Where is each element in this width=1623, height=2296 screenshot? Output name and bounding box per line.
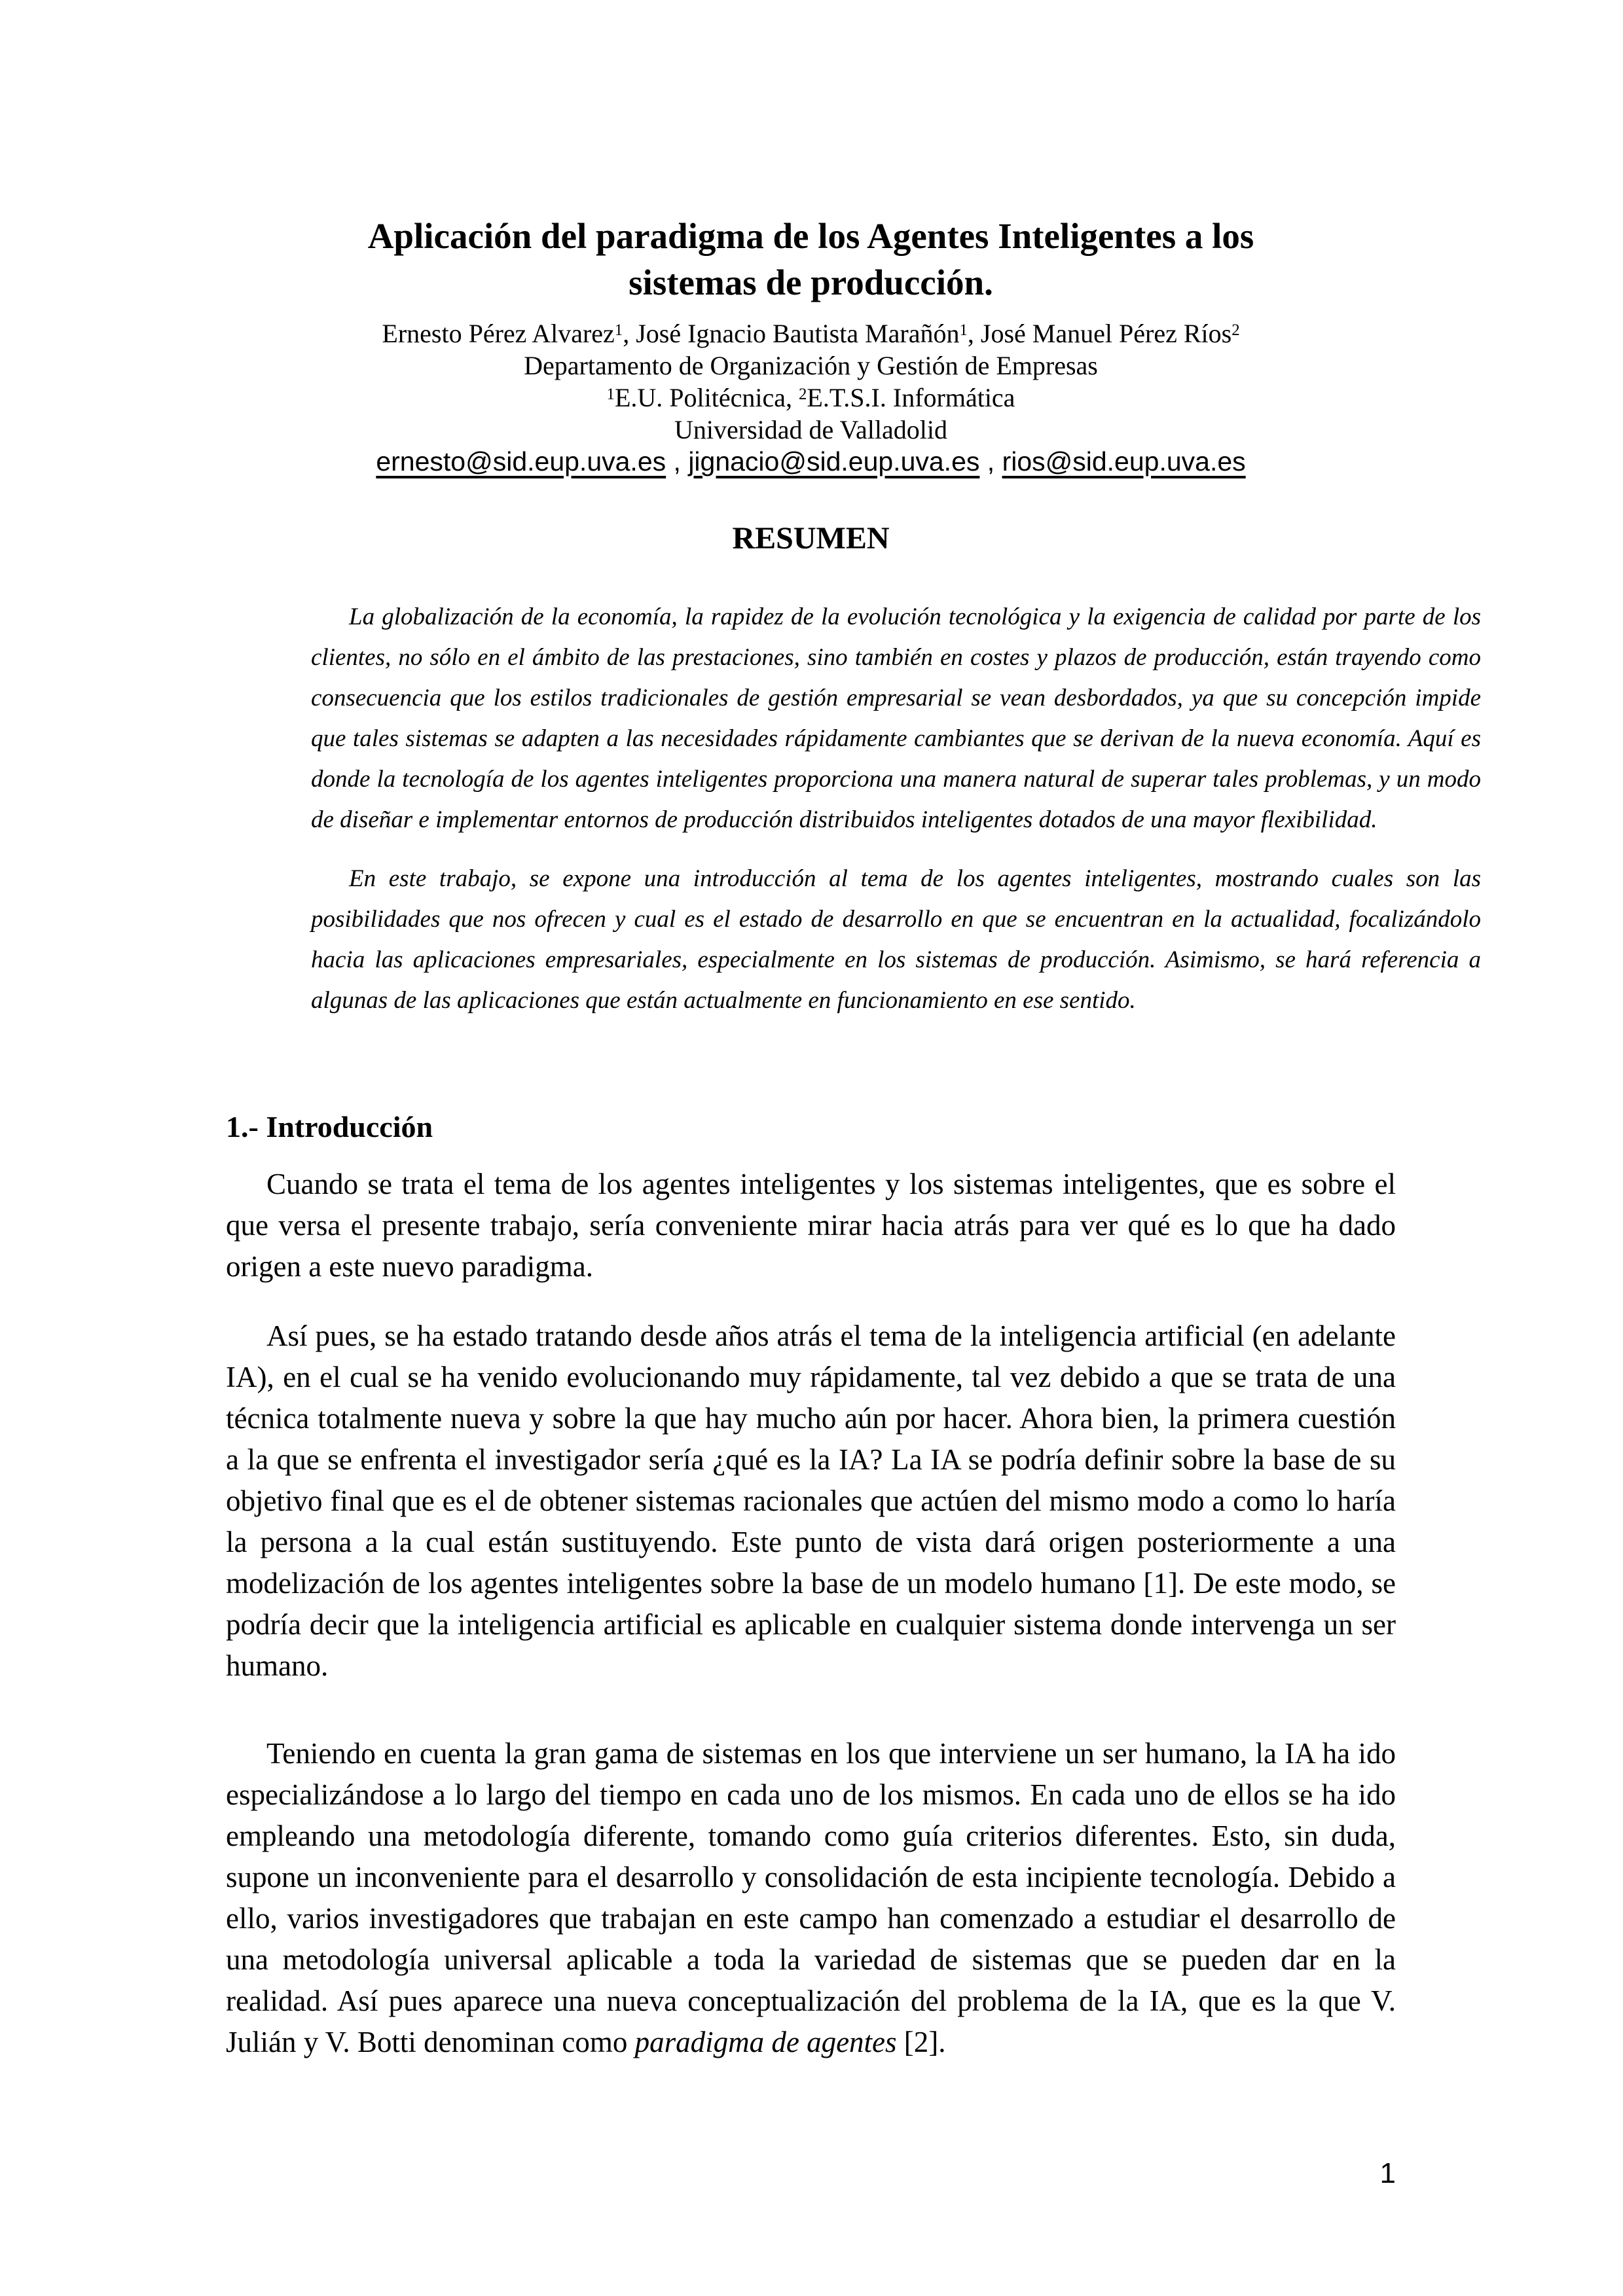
email-separator: , — [666, 446, 689, 476]
author-separator: , — [967, 319, 981, 348]
department-line: Departamento de Organización y Gestión de Empresas — [524, 351, 1098, 380]
authors-line — [226, 317, 1396, 350]
abstract-paragraph-1: La globalización de la economía, la rapidez de la evolución tecnológica y la exigencia de calidad por parte de los clientes, no sólo en el ámbito de las prestaciones, sino también en costes y plazos de producción, están trayendo como consecuencia que los estilos tradicionales de gestión empresarial se vean desbordados, ya que su concepción impide que tales sistemas se adapten a las necesidades rápidamente cambiantes que se derivan de la nueva economía. Aquí es donde la tecnología de los agentes inteligentes proporciona una manera natural de superar tales problemas, y un modo de diseñar e implementar entornos de producción distribuidos inteligentes dotados de una mayor flexibilidad. — [311, 603, 1481, 833]
paper-title-line2: sistemas de producción. — [629, 262, 993, 302]
abstract-heading: RESUMEN — [732, 521, 890, 556]
email-link-rios[interactable]: rios@sid.eup.uva.es — [1002, 446, 1246, 476]
body-paragraph-3-citation: [2]. — [896, 2026, 946, 2058]
abstract-section — [311, 597, 1481, 1039]
school-2-mark: 2 — [799, 385, 807, 403]
author-3: José Manuel Pérez Ríos — [980, 319, 1232, 348]
body-paragraph-3 — [226, 1733, 1396, 2063]
body-paragraph-3-lead: Teniendo en cuenta la gran gama de sistemas en los que interviene un ser humano, la IA ha ido especializándose a lo largo del tiempo en cada uno de los mismos. En cada uno de ellos se ha ido empleando una metodología diferente, tomando como guía criterios diferentes. Esto, sin duda, supone un inconveniente para el desarrollo y consolidación de esta incipiente tecnología. Debido a ello, varios investigadores que trabajan en este campo han comenzado a estudiar el desarrollo de una metodología universal aplicable a toda la variedad de sistemas que se pueden dar en la realidad. Así pues aparece una nueva conceptualización del problema de la IA, que es la que V. Julián y V. Botti denominan como — [226, 1737, 1396, 2058]
paper-title — [226, 213, 1396, 306]
body-paragraph-1 — [226, 1164, 1396, 1287]
school-2: E.T.S.I. Informática — [807, 383, 1015, 412]
schools-line — [226, 382, 1396, 414]
author-separator: , — [623, 319, 636, 348]
body-paragraph-2-text: Así pues, se ha estado tratando desde años atrás el tema de la inteligencia artificial (en adelante IA), en el cual se ha venido evolucionando muy rápidamente, tal vez debido a que se trata de una técnica totalmente nueva y sobre la que hay mucho aún por hacer. Ahora bien, la primera cuestión a la que se enfrenta el investigador sería ¿qué es la IA? La IA se podría definir sobre la base de su objetivo final que es el de obtener sistemas racionales que actúen del mismo modo a como lo haría la persona a la cual están sustituyendo. Este punto de vista dará origen posteriormente a una modelización de los agentes inteligentes sobre la base de un modelo humano [1]. De este modo, se podría decir que la inteligencia artificial es aplicable en cualquier sistema donde intervenga un ser humano. — [226, 1319, 1396, 1682]
email-link-jignacio[interactable]: jignacio@sid.eup.uva.es — [688, 446, 980, 476]
body-paragraph-1-text: Cuando se trata el tema de los agentes inteligentes y los sistemas inteligentes, que es sobre el que versa el presente trabajo, sería conveniente mirar hacia atrás para ver qué es lo que ha dado origen a este nuevo paradigma. — [226, 1168, 1396, 1283]
author-1-affiliation-mark: 1 — [614, 321, 623, 339]
body-paragraph-3-text — [226, 1733, 1396, 2063]
author-1: Ernesto Pérez Alvarez — [382, 319, 615, 348]
paper-title-line1: Aplicación del paradigma de los Agentes Inteligentes a los — [367, 216, 1254, 256]
email-link-ernesto[interactable]: ernesto@sid.eup.uva.es — [376, 446, 666, 476]
emails-line — [226, 446, 1396, 478]
agents-paradigm-term: paradigma de agentes — [634, 2026, 897, 2058]
school-1: E.U. Politécnica, — [614, 383, 799, 412]
university-line: Universidad de Valladolid — [674, 415, 947, 444]
school-1-mark: 1 — [606, 385, 615, 403]
body-paragraph-2 — [226, 1316, 1396, 1687]
author-block — [226, 317, 1396, 478]
paper-header — [226, 213, 1396, 478]
author-3-affiliation-mark: 2 — [1231, 321, 1240, 339]
page-number: 1 — [1379, 2157, 1396, 2189]
author-2: José Ignacio Bautista Marañón — [636, 319, 960, 348]
section-1-heading: 1.- Introducción — [226, 1110, 433, 1143]
abstract-paragraph-2: En este trabajo, se expone una introducción al tema de los agentes inteligentes, mostrando cuales son las posibilidades que nos ofrecen y cual es el estado de desarrollo en que se encuentran en la actualidad, focalizándolo hacia las aplicaciones empresariales, especialmente en los sistemas de producción. Asimismo, se hará referencia a algunas de las aplicaciones que están actualmente en funcionamiento en ese sentido. — [311, 865, 1481, 1014]
author-2-affiliation-mark: 1 — [959, 321, 968, 339]
email-separator: , — [979, 446, 1002, 476]
